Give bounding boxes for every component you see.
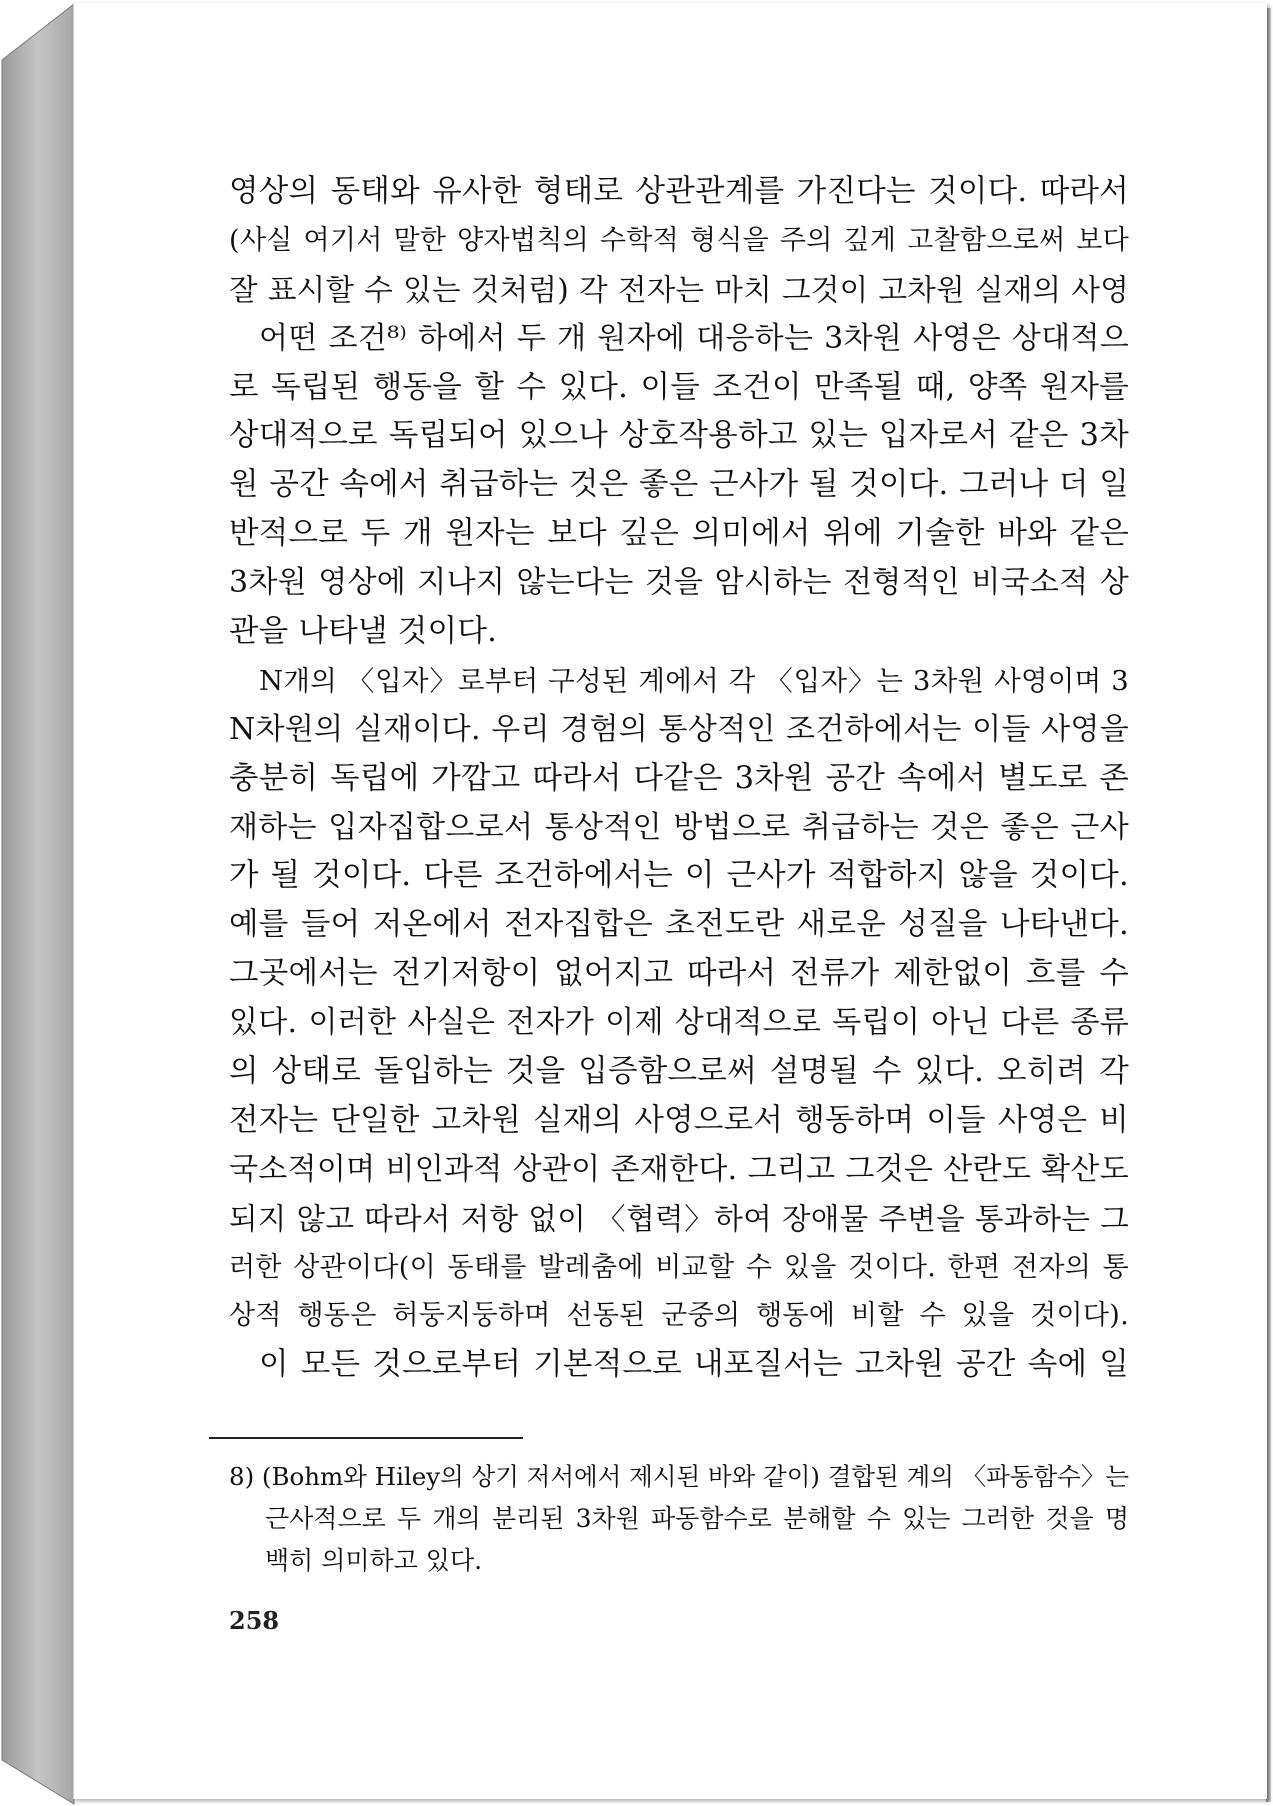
text-line: 영상의 동태와 유사한 형태로 상관관계를 가진다는 것이다. 따라서 — [229, 174, 1129, 209]
text-line: 이 모든 것으로부터 기본적으로 내포질서는 고차원 공간 속에 일 — [259, 1347, 1129, 1383]
text-line: 그곳에서는 전기저항이 없어지고 따라서 전류가 제한없이 흐를 수 — [229, 956, 1129, 992]
text-line: 관을 나타낼 것이다. — [229, 614, 498, 650]
text-line: 예를 들어 저온에서 전자집합은 초전도란 새로운 성질을 나타낸다. — [229, 907, 1129, 943]
text-line: 있다. 이러한 사실은 전자가 이제 상대적으로 독립이 아닌 다른 종류 — [229, 1005, 1129, 1041]
text-line: (사실 여기서 말한 양자법칙의 수학적 형식을 주의 깊게 고찰함으로써 보다 — [229, 224, 1129, 256]
text-line: 반적으로 두 개 원자는 보다 깊은 의미에서 위에 기술한 바와 같은 — [229, 516, 1129, 552]
text-line: 가 될 것이다. 다른 조건하에서는 이 근사가 적합하지 않을 것이다. — [229, 858, 1129, 894]
text-line: N개의 〈입자〉로부터 구성된 계에서 각 〈입자〉는 3차원 사영이며 3 — [259, 664, 1129, 697]
text-line: 러한 상관이다(이 동태를 발레춤에 비교할 수 있을 것이다. 한편 전자의 통 — [229, 1251, 1129, 1283]
text-line: 어떤 조건⁸⁾ 하에서 두 개 원자에 대응하는 3차원 사영은 상대적으 — [259, 320, 1129, 356]
page-number: 258 — [229, 1606, 280, 1635]
text-line: 전자는 단일한 고차원 실재의 사영으로서 행동하며 이들 사영은 비 — [229, 1102, 1129, 1138]
text-line: 재하는 입자집합으로서 통상적인 방법으로 취급하는 것은 좋은 근사 — [229, 809, 1129, 845]
footnotes — [229, 1456, 1129, 1582]
footnote-divider — [209, 1437, 523, 1439]
text-line: 국소적이며 비인과적 상관이 존재한다. 그리고 그것은 산란도 확산도 — [229, 1151, 1129, 1187]
footnote-line: 8) (Bohm와 Hiley의 상기 저서에서 제시된 바와 같이) 결합된 계의 〈파동함수〉는 — [229, 1462, 1129, 1491]
footnote-line: 백히 의미하고 있다. — [265, 1546, 483, 1575]
body-text — [229, 168, 1129, 1390]
text-line: N차원의 실재이다. 우리 경험의 통상적인 조건하에서는 이들 사영을 — [229, 711, 1129, 747]
text-line: 잘 표시할 수 있는 것처럼) 각 전자는 마치 그것이 고차원 실재의 사영 — [229, 272, 1129, 307]
text-line: 충분히 독립에 가깝고 따라서 다같은 3차원 공간 속에서 별도로 존 — [229, 760, 1129, 796]
text-line: 원 공간 속에서 취급하는 것은 좋은 근사가 될 것이다. 그러나 더 일 — [229, 467, 1129, 503]
text-line: 의 상태로 돌입하는 것을 입증함으로써 설명될 수 있다. 오히려 각 — [229, 1054, 1129, 1090]
text-line: 상대적으로 독립되어 있으나 상호작용하고 있는 입자로서 같은 3차 — [229, 418, 1129, 454]
text-line: 3차원 영상에 지나지 않는다는 것을 암시하는 전형적인 비국소적 상 — [229, 565, 1129, 601]
text-line: 되지 않고 따라서 저항 없이 〈협력〉하여 장애물 주변을 통과하는 그 — [229, 1201, 1129, 1236]
text-line: 로 독립된 행동을 할 수 있다. 이들 조건이 만족될 때, 양쪽 원자를 — [229, 369, 1129, 405]
footnote-line: 근사적으로 두 개의 분리된 3차원 파동함수로 분해할 수 있는 그러한 것을 명 — [265, 1504, 1129, 1533]
text-line: 상적 행동은 허둥지둥하며 선동된 군중의 행동에 비할 수 있을 것이다). — [229, 1300, 1129, 1332]
